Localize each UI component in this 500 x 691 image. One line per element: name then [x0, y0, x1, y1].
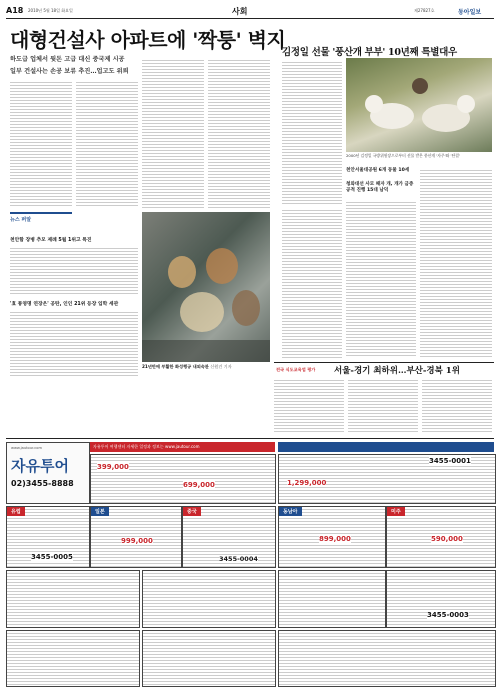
paper-name: 동아일보: [458, 9, 482, 16]
photo-caption-credit: 신원건 기자: [210, 364, 232, 369]
bottom-body-1: [274, 378, 344, 434]
news-box-label: 뉴스 퍼알: [10, 217, 32, 223]
bottom-body-2: [348, 378, 418, 434]
ad-price-4: 999,000: [121, 537, 153, 545]
right-subhead-2: 청와대선 사모 패자 개, 개가 금증 공적 진행 15대 남덕: [346, 182, 414, 193]
ad-europe-label: 유럽: [7, 507, 25, 516]
right-headline: 김정일 선물 '풍산개 부부' 10년째 특별대우: [282, 47, 457, 58]
news-box: [10, 212, 72, 226]
lead-photo-figures: [142, 212, 270, 362]
ad-listing-row-4b[interactable]: [142, 630, 276, 687]
right-body-col-1: [282, 60, 342, 206]
ad-listing-row-4c[interactable]: [278, 630, 496, 687]
ad-listing-row-4a[interactable]: [6, 630, 140, 687]
ad-region-sea[interactable]: [278, 506, 386, 568]
ad-phone-5[interactable]: 3455-0003: [427, 611, 469, 619]
ad-price-5: 899,000: [319, 535, 351, 543]
lead-body-col-3: [142, 58, 204, 208]
page-number: A18: [6, 6, 24, 15]
ad-phone-3[interactable]: 3455-0001: [429, 457, 471, 465]
ad-phone-4[interactable]: 3455-0004: [219, 555, 258, 563]
right-body-col-2: [282, 208, 342, 358]
ad-left-listing[interactable]: [90, 454, 276, 504]
ad-region-europe[interactable]: [6, 506, 90, 568]
ad-website[interactable]: www.jautour.com: [11, 446, 42, 450]
issue-date: 2010년 5월 18일 화요일: [28, 8, 73, 13]
issue-number: 제27827호: [414, 8, 435, 13]
lead-subhead-2: 일부 건설사는 손공 보류 추진…업고도 위뢰: [10, 68, 129, 75]
masthead: [6, 6, 494, 19]
right-subhead-1: 천안서울대공원 6개 동물 10세: [346, 168, 410, 173]
bottom-body-3: [422, 378, 492, 434]
ad-listing-row-3c[interactable]: [278, 570, 386, 628]
ad-listing-row-3b[interactable]: [142, 570, 276, 628]
section-title: 사회: [232, 6, 248, 16]
ad-sea-label: 동남아: [279, 507, 302, 516]
ad-region-china[interactable]: [182, 506, 276, 568]
ad-banner-right: [278, 442, 494, 452]
right-photo-caption: 2000년 김정일 국방위원장으로부터 선물 받은 풍산개 '자주'와 '단결': [346, 153, 460, 158]
lead-body-col-2: [76, 80, 138, 208]
ad-brand-logo: 자유투어: [11, 457, 69, 475]
ad-america-label: 미주: [387, 507, 405, 516]
right-body-col-3: [346, 200, 416, 358]
photo-caption-title: 21년만에 부활한 화성행궁 내외숙관: [142, 364, 209, 369]
photo-caption: [142, 364, 270, 370]
lead-headline: 대형건설사 아파트에 '짝퉁' 벽지: [10, 28, 286, 52]
bottom-headline: 서울-경기 최하위…부산-경북 1위: [334, 366, 460, 376]
ad-right-listing[interactable]: [278, 454, 496, 504]
ad-phone-2[interactable]: 3455-0005: [31, 553, 73, 561]
ad-price-6: 590,000: [431, 535, 463, 543]
ad-region-america[interactable]: [386, 506, 496, 568]
bottom-story: [274, 362, 494, 375]
lead-body-col-1: [10, 80, 72, 208]
ad-divider: [6, 438, 494, 439]
ad-main-phone[interactable]: 02)3455-8888: [11, 479, 74, 488]
ad-price-3: 1,299,000: [287, 479, 327, 487]
brief-1-headline: 천안함 장병 추모 제례 5월 1위고 특진: [10, 238, 92, 243]
ad-listing-row-3a[interactable]: [6, 570, 140, 628]
right-photo-dogs: [346, 58, 492, 152]
right-body-col-4: [420, 168, 492, 358]
lead-body-col-4: [208, 58, 270, 208]
brief-1-body: [10, 246, 138, 296]
ad-listing-row-3d[interactable]: [386, 570, 496, 628]
lead-photo: [142, 212, 270, 362]
brief-2-body: [10, 310, 138, 376]
ad-main[interactable]: [6, 442, 90, 504]
ad-china-label: 중국: [183, 507, 201, 516]
brief-2-headline: '효 통영명 연장은' 공탄, 인인 21위 등장 입학 세관: [10, 302, 119, 307]
ad-banner-left: 자유투어 여행센터 자세한 일정과 정보는 www.jautour.com: [90, 442, 275, 452]
ad-region-japan[interactable]: [90, 506, 182, 568]
right-photo: [346, 58, 492, 152]
lead-subhead-1: 하도급 업체서 뒷돈 고급 대신 중국제 시공: [10, 56, 125, 63]
ad-japan-label: 일본: [91, 507, 109, 516]
ad-price-2: 699,000: [183, 481, 215, 489]
ad-price-1: 399,000: [97, 463, 129, 471]
bottom-kicker: 전국 식도교육업 평가: [276, 367, 316, 372]
